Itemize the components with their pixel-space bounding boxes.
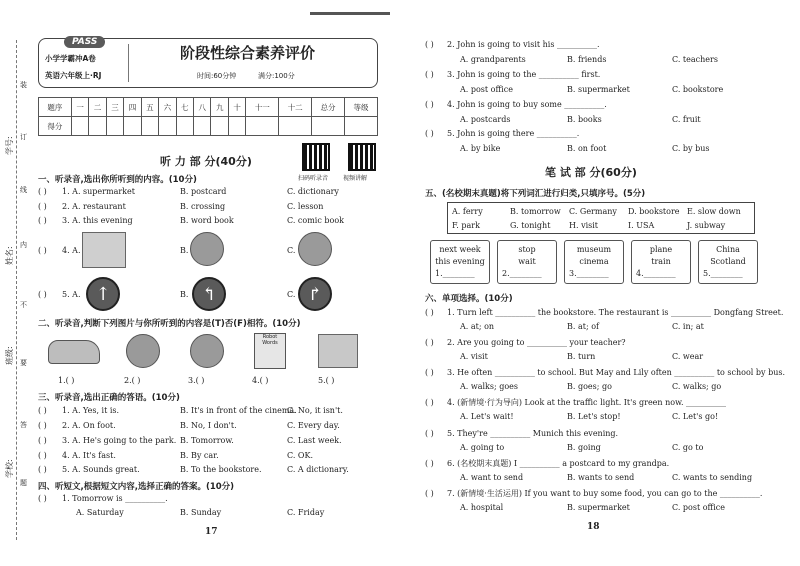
go-straight-sign-icon: ↑ [86, 277, 120, 311]
answer-paren[interactable]: ( ) [425, 338, 434, 347]
answer-paren[interactable]: ( ) [38, 494, 47, 503]
series-name: 小学学霸冲A卷 [45, 54, 96, 63]
answer-paren[interactable]: ( ) [38, 202, 47, 211]
option-text: A. Let's wait! [460, 412, 514, 421]
option-text: B. supermarket [567, 503, 630, 512]
card-word: stop [518, 245, 536, 254]
card-word: museum [576, 245, 612, 254]
card-answer[interactable]: 4.________ [636, 269, 676, 278]
card-word: China [716, 245, 740, 254]
card-answer[interactable]: 5.________ [703, 269, 743, 278]
time-limit: 时间:60分钟 [197, 72, 237, 80]
table-cell: 十 [228, 98, 245, 117]
cut-char: 装 [20, 81, 27, 89]
tf-answer-3[interactable]: 3.( ) [188, 376, 205, 385]
word-item: J. subway [687, 221, 726, 230]
question-text: 5. John is going there __________. [447, 129, 580, 138]
option-text: A. at; on [460, 322, 495, 331]
option-text: C. lesson [287, 202, 324, 211]
top-mark [310, 12, 390, 15]
answer-paren[interactable]: ( ) [38, 451, 47, 460]
card-word: train [651, 257, 671, 266]
answer-paren[interactable]: ( ) [38, 290, 47, 299]
cut-line [16, 40, 17, 540]
word-item: G. tonight [510, 221, 551, 230]
word-item: A. ferry [452, 207, 483, 216]
option-text: B. It's in front of the cinema. [180, 406, 297, 415]
option-text: C. teachers [672, 55, 718, 64]
score-cell[interactable] [279, 117, 312, 136]
score-table [38, 97, 378, 136]
score-cell[interactable] [159, 117, 176, 136]
option-text: 5. A. Sounds great. [62, 465, 140, 474]
cinema-image [318, 334, 358, 368]
word-item: E. slow down [687, 207, 741, 216]
turn-right-sign-icon: ↱ [298, 277, 332, 311]
score-cell[interactable] [106, 117, 123, 136]
answer-paren[interactable]: ( ) [425, 308, 434, 317]
option-label: B. [180, 290, 189, 299]
traffic-light-image [190, 334, 224, 368]
question-text: 1. Turn left __________ the bookstore. The restaurant is __________ Dongfang Street. [447, 308, 784, 317]
table-cell: 八 [194, 98, 211, 117]
section-6-title: 六、单项选择。(10分) [425, 294, 513, 304]
option-text: C. dictionary [287, 187, 339, 196]
page-number-left: 17 [205, 527, 218, 537]
card-word: plane [649, 245, 673, 254]
card-number: 1. [435, 269, 443, 278]
cut-char: 内 [20, 241, 27, 249]
qr-code-video[interactable] [348, 143, 376, 171]
option-text: C. walks; go [672, 382, 722, 391]
post-office-image [126, 334, 160, 368]
option-text: A. walks; goes [460, 382, 519, 391]
option-text: A. postcards [460, 115, 511, 124]
divider [128, 44, 129, 82]
answer-paren[interactable]: ( ) [425, 398, 434, 407]
cut-char: 题 [20, 479, 27, 487]
card-number: 4. [636, 269, 644, 278]
question-text: 2. John is going to visit his __________. [447, 40, 600, 49]
option-label: C. [287, 246, 296, 255]
score-cell[interactable] [194, 117, 211, 136]
table-cell: 十一 [246, 98, 279, 117]
section-5-title: 五、(名校期末真题)将下列词汇进行归类,只填序号。(5分) [425, 189, 646, 199]
card-word: wait [518, 257, 536, 266]
option-text: B. Sunday [180, 508, 222, 517]
option-text: C. wants to sending [672, 473, 753, 482]
score-cell[interactable] [312, 117, 345, 136]
option-text: B. going [567, 443, 601, 452]
table-cell: 等级 [344, 98, 377, 117]
option-text: B. To the bookstore. [180, 465, 262, 474]
answer-paren[interactable]: ( ) [425, 40, 434, 49]
word-item: B. tomorrow [510, 207, 561, 216]
tf-answer-2[interactable]: 2.( ) [124, 376, 141, 385]
card-word: this evening [435, 257, 485, 266]
question-text: 6. (名校期末真题) I __________ a postcard to my grandpa. [447, 459, 670, 468]
option-text: A. grandparents [460, 55, 526, 64]
robot-book-image: Robot Words [254, 333, 286, 369]
card-word: cinema [579, 257, 609, 266]
option-label: B. [180, 246, 189, 255]
option-text: B. on foot [567, 144, 607, 153]
option-text: C. Friday [287, 508, 325, 517]
category-card-5 [698, 240, 758, 284]
word-item: H. visit [569, 221, 599, 230]
card-answer[interactable]: 3.________ [569, 269, 609, 278]
option-text: C. A dictionary. [287, 465, 349, 474]
table-cell: 十二 [279, 98, 312, 117]
answer-paren[interactable]: ( ) [425, 368, 434, 377]
side-label-name: 姓名: [5, 246, 14, 265]
answer-paren[interactable]: ( ) [425, 459, 434, 468]
table-cell: 题序 [39, 98, 72, 117]
answer-paren[interactable]: ( ) [425, 100, 434, 109]
option-text: B. No, I don't. [180, 421, 237, 430]
option-text: A. visit [460, 352, 488, 361]
option-text: C. Last week. [287, 436, 342, 445]
answer-paren[interactable]: ( ) [38, 406, 47, 415]
option-text: C. Every day. [287, 421, 340, 430]
option-text: C. go to [672, 443, 704, 452]
question-text: 7. (新情境·生活运用) If you want to buy some food, you can go to the __________. [447, 489, 763, 498]
option-text: C. fruit [672, 115, 701, 124]
option-text: C. Let's go! [672, 412, 719, 421]
option-text: B. Tomorrow. [180, 436, 234, 445]
card-number: 3. [569, 269, 577, 278]
option-text: C. in; at [672, 322, 704, 331]
bookstore-image [82, 232, 126, 268]
option-text: 3. A. He's going to the park. [62, 436, 177, 445]
cut-char: 答 [20, 421, 27, 429]
option-text: A. want to send [460, 473, 524, 482]
card-word: Scotland [710, 257, 746, 266]
table-cell: 总分 [312, 98, 345, 117]
option-text: A. hospital [460, 503, 504, 512]
section-2-title: 二、听录音,判断下列图片与你所听到的内容是(T)否(F)相符。(10分) [38, 319, 301, 329]
word-item: F. park [452, 221, 480, 230]
table-cell: 五 [141, 98, 158, 117]
question-number: 4. A. [62, 246, 81, 255]
answer-paren[interactable]: ( ) [425, 129, 434, 138]
category-card-1 [430, 240, 490, 284]
qr-label: 扫码听录音 [298, 175, 329, 182]
question-number: 5. A. [62, 290, 81, 299]
section-3-title: 三、听录音,选出正确的答语。(10分) [38, 393, 180, 403]
option-text: C. wear [672, 352, 704, 361]
option-text: B. wants to send [567, 473, 635, 482]
category-card-4 [631, 240, 691, 284]
card-number: 2. [502, 269, 510, 278]
card-answer[interactable]: 2.________ [502, 269, 542, 278]
score-cell[interactable] [246, 117, 279, 136]
option-text: B. friends [567, 55, 607, 64]
tf-answer-4[interactable]: 4.( ) [252, 376, 269, 385]
option-text: B. Let's stop! [567, 412, 621, 421]
score-cell[interactable] [228, 117, 245, 136]
option-text: B. books [567, 115, 602, 124]
question-text: 4. John is going to buy some __________. [447, 100, 607, 109]
cut-char: 线 [20, 186, 27, 194]
option-text: C. No, it isn't. [287, 406, 343, 415]
table-cell: 九 [211, 98, 228, 117]
option-text: 3. A. this evening [62, 216, 133, 225]
option-text: 1. A. Yes, it is. [62, 406, 120, 415]
table-cell: 一 [71, 98, 88, 117]
full-score: 满分:100分 [258, 72, 295, 80]
score-cell[interactable] [211, 117, 228, 136]
word-item: I. USA [628, 221, 655, 230]
answer-paren[interactable]: ( ) [38, 187, 47, 196]
option-text: A. post office [460, 85, 513, 94]
table-cell: 七 [176, 98, 193, 117]
table-cell: 得分 [39, 117, 72, 136]
car-image [48, 340, 100, 364]
option-text: B. turn [567, 352, 596, 361]
option-text: B. By car. [180, 451, 219, 460]
table-cell: 三 [106, 98, 123, 117]
option-text: B. at; of [567, 322, 599, 331]
answer-paren[interactable]: ( ) [425, 70, 434, 79]
score-cell[interactable] [89, 117, 106, 136]
score-cell[interactable] [71, 117, 88, 136]
answer-paren[interactable]: ( ) [38, 246, 47, 255]
question-text: 5. They're __________ Munich this evening. [447, 429, 619, 438]
answer-paren[interactable]: ( ) [38, 421, 47, 430]
section-1-title: 一、听录音,选出你所听到的内容。(10分) [38, 175, 197, 185]
option-text: 4. A. It's fast. [62, 451, 116, 460]
section-4-title: 四、听短文,根据短文内容,选择正确的答案。(10分) [38, 482, 235, 492]
category-card-3 [564, 240, 624, 284]
cut-char: 不 [20, 301, 27, 309]
option-text: C. post office [672, 503, 725, 512]
score-cell[interactable] [124, 117, 141, 136]
option-text: C. by bus [672, 144, 710, 153]
card-answer[interactable]: 1.________ [435, 269, 475, 278]
side-label-school: 学校: [5, 459, 14, 478]
cut-char: 要 [20, 359, 27, 367]
answer-paren[interactable]: ( ) [425, 429, 434, 438]
logo: PASS [64, 36, 105, 48]
written-title: 笔 试 部 分(60分) [545, 166, 637, 179]
option-text: B. word book [180, 216, 234, 225]
score-table-row [39, 117, 378, 136]
page-number-right: 18 [587, 522, 600, 532]
option-text: A. going to [460, 443, 505, 452]
table-cell: 六 [159, 98, 176, 117]
score-table-header-row [39, 98, 378, 117]
card-number: 5. [703, 269, 711, 278]
option-text: B. postcard [180, 187, 227, 196]
word-item: C. Germany [569, 207, 617, 216]
tf-answer-5[interactable]: 5.( ) [318, 376, 335, 385]
answer-paren[interactable]: ( ) [38, 216, 47, 225]
question-text: 4. (新情境·行为导向) Look at the traffic light. It's green now. __________ [447, 398, 727, 407]
side-label-class: 班级: [5, 346, 14, 365]
score-cell[interactable] [176, 117, 193, 136]
option-text: C. OK. [287, 451, 313, 460]
question-text: 3. John is going to the __________ first. [447, 70, 601, 79]
table-cell: 四 [124, 98, 141, 117]
answer-paren[interactable]: ( ) [38, 436, 47, 445]
page-title: 阶段性综合素养评价 [180, 44, 316, 62]
turn-left-sign-icon: ↰ [192, 277, 226, 311]
option-label: C. [287, 290, 296, 299]
answer-paren[interactable]: ( ) [425, 489, 434, 498]
score-cell[interactable] [141, 117, 158, 136]
category-card-2 [497, 240, 557, 284]
option-text: 1. A. supermarket [62, 187, 135, 196]
option-text: 2. A. On foot. [62, 421, 116, 430]
option-text: B. supermarket [567, 85, 630, 94]
option-text: B. goes; go [567, 382, 612, 391]
score-cell[interactable] [344, 117, 377, 136]
option-text: B. crossing [180, 202, 226, 211]
question-text: 1. Tomorrow is __________. [62, 494, 168, 503]
word-item: D. bookstore [628, 207, 680, 216]
option-text: 2. A. restaurant [62, 202, 126, 211]
side-label-id: 学号: [5, 136, 14, 155]
subject: 英语六年级上·RJ [45, 71, 102, 80]
question-text: 2. Are you going to __________ your teacher? [447, 338, 626, 347]
cut-char: 订 [20, 133, 27, 141]
card-word: next week [439, 245, 481, 254]
option-text: C. bookstore [672, 85, 724, 94]
option-text: A. by bike [460, 144, 501, 153]
option-text: C. comic book [287, 216, 344, 225]
table-cell: 二 [89, 98, 106, 117]
question-text: 3. He often __________ to school. But May and Lily often __________ to school by bus. [447, 368, 785, 377]
library-image [298, 232, 332, 266]
option-text: A. Saturday [76, 508, 124, 517]
answer-paren[interactable]: ( ) [38, 465, 47, 474]
listening-title: 听 力 部 分(40分) [160, 155, 252, 168]
tf-answer-1[interactable]: 1.( ) [58, 376, 75, 385]
qr-code-audio[interactable] [302, 143, 330, 171]
qr-label: 视频讲解 [343, 175, 368, 182]
zoo-image [190, 232, 224, 266]
